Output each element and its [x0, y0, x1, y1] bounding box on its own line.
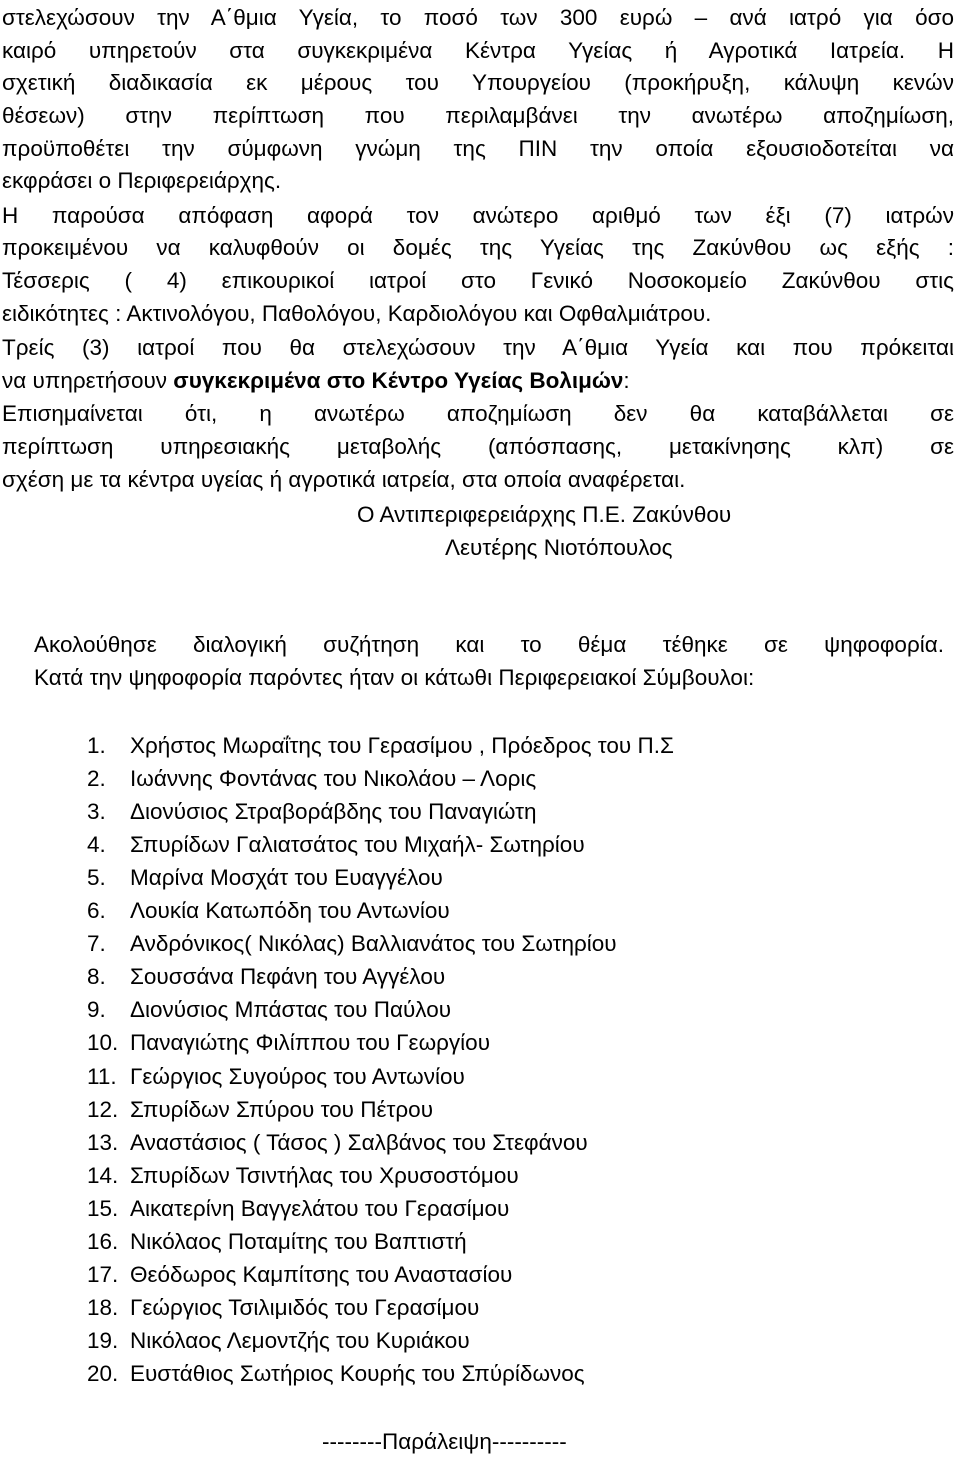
- paragraph-4-line: σχέση με τα κέντρα υγείας ή αγροτικά ιατρεία, στα οποία αναφέρεται.: [2, 467, 686, 492]
- paragraph-1-line: στελεχώσουν την Α΄θμια Υγεία, το ποσό των 300 ευρώ – ανά ιατρό για όσο: [2, 5, 954, 30]
- paragraph-2-line: προκειμένου να καλυφθούν οι δομές της Υγείας της Ζακύνθου ως εξής :: [2, 235, 954, 260]
- councillor-name: Σπυρίδων Σπύρου του Πέτρου: [130, 1096, 434, 1122]
- discussion-line-2: Κατά την ψηφοφορία παρόντες ήταν οι κάτωθι Περιφερειακοί Σύμβουλοι:: [34, 665, 755, 690]
- paragraph-1-line: σχετική διαδικασία εκ μέρους του Υπουργείου (προκήρυξη, κάλυψη κενών: [2, 70, 954, 95]
- councillor-number: 12.: [87, 1096, 119, 1122]
- councillor-number: 5.: [87, 865, 106, 891]
- councillor-name: Γεώργιος Συγούρος του Αντωνίου: [130, 1063, 465, 1089]
- councillor-number: 11.: [87, 1063, 117, 1089]
- paragraph-2-line: Τέσσερις ( 4) επικουρικοί ιατροί στο Γενικό Νοσοκομείο Ζακύνθου στις: [2, 268, 954, 293]
- councillor-name: Διονύσιος Στραβοράβδης του Παναγιώτη: [130, 799, 537, 825]
- paragraph-4-line: περίπτωση υπηρεσιακής μεταβολής (απόσπασης, μετακίνησης κλπ) σε: [2, 434, 954, 459]
- paragraph-1-line: καιρό υπηρετούν στα συγκεκριμένα Κέντρα Υγείας ή Αγροτικά Ιατρεία. Η: [2, 38, 954, 63]
- signature-name: Λευτέρης Νιοτόπουλος: [445, 535, 673, 560]
- councillor-name: Ανδρόνικος( Νικόλας) Βαλλιανάτος του Σωτηρίου: [130, 931, 617, 957]
- paragraph-2-line: Η παρούσα απόφαση αφορά τον ανώτερο αριθμό των έξι (7) ιατρών: [2, 203, 954, 228]
- councillor-name: Σουσσάνα Πεφάνη του Αγγέλου: [130, 964, 446, 990]
- councillor-number: 6.: [87, 898, 106, 924]
- councillor-name: Θεόδωρος Καμπίτσης του Αναστασίου: [130, 1261, 513, 1287]
- paragraph-2-line: ειδικότητες : Ακτινολόγου, Παθολόγου, Καρδιολόγου και Οφθαλμιάτρου.: [2, 301, 712, 326]
- paragraph-1-line: θέσεων) στην περίπτωση που περιλαμβάνει την ανωτέρω αποζημίωση,: [2, 103, 954, 128]
- councillor-number: 14.: [87, 1162, 119, 1188]
- councillor-name: Αικατερίνη Βαγγελάτου του Γερασίμου: [130, 1195, 510, 1221]
- paragraph-3-line: Τρείς (3) ιατροί που θα στελεχώσουν την Α΄θμια Υγεία και που πρόκειται: [2, 335, 954, 360]
- councillor-number: 10.: [87, 1030, 119, 1056]
- councillor-number: 15.: [87, 1195, 119, 1221]
- councillor-name: Λουκία Κατωπόδη του Αντωνίου: [130, 898, 450, 924]
- paragraph-4-line: Επισημαίνεται ότι, η ανωτέρω αποζημίωση δεν θα καταβάλλεται σε: [2, 401, 954, 426]
- councillor-name: Διονύσιος Μπάστας του Παύλου: [130, 997, 452, 1023]
- councillor-name: Σπυρίδων Τσιντήλας του Χρυσοστόμου: [130, 1162, 519, 1188]
- councillor-name: Γεώργιος Τσιλιμιδός του Γερασίμου: [130, 1294, 480, 1320]
- paragraph-1-line: προϋποθέτει την σύμφωνη γνώμη της ΠΙΝ την οποία εξουσιοδοτείται να: [2, 136, 954, 161]
- councillor-number: 16.: [87, 1228, 119, 1254]
- discussion-line-1: Ακολούθησε διαλογική συζήτηση και το θέμα τέθηκε σε ψηφοφορία.: [34, 632, 944, 657]
- councillor-name: Ιωάννης Φοντάνας του Νικολάου – Λορις: [130, 766, 537, 792]
- councillor-name: Νικόλαος Ποταμίτης του Βαπτιστή: [130, 1228, 467, 1254]
- councillor-number: 3.: [87, 799, 106, 825]
- councillor-name: Ευστάθιος Σωτήριος Κουρής του Σπύρίδωνος: [130, 1360, 585, 1386]
- councillor-name: Αναστάσιος ( Τάσος ) Σαλβάνος του Στεφάνου: [130, 1129, 588, 1155]
- councillor-number: 13.: [87, 1129, 119, 1155]
- councillor-name: Χρήστος Μωραΐτης του Γερασίμου , Πρόεδρος του Π.Σ: [130, 733, 674, 758]
- signature-title: Ο Αντιπεριφερειάρχης Π.Ε. Ζακύνθου: [357, 502, 732, 527]
- councillor-number: 19.: [87, 1327, 119, 1353]
- councillor-number: 4.: [87, 832, 106, 858]
- councillor-number: 8.: [87, 964, 106, 990]
- paragraph-1-line: εκφράσει ο Περιφερειάρχης.: [2, 168, 282, 193]
- councillor-name: Νικόλαος Λεμοντζής του Κυριάκου: [130, 1327, 470, 1353]
- councillor-number: 17.: [87, 1261, 119, 1287]
- councillor-number: 18.: [87, 1294, 119, 1320]
- omission-marker: --------Παράλειψη----------: [322, 1429, 567, 1454]
- councillor-number: 9.: [87, 997, 106, 1023]
- paragraph-3-line: [2, 364, 630, 397]
- paragraph-3-suffix: :: [623, 368, 630, 393]
- paragraph-3-prefix: να υπηρετήσουν: [2, 368, 174, 393]
- councillor-number: 20.: [87, 1360, 119, 1386]
- councillor-name: Παναγιώτης Φιλίππου του Γεωργίου: [130, 1030, 490, 1056]
- paragraph-3-bold-location: συγκεκριμένα στο Κέντρο Υγείας Βολιμών: [173, 368, 624, 393]
- councillor-number: 2.: [87, 766, 106, 792]
- councillor-name: Σπυρίδων Γαλιατσάτος του Μιχαήλ- Σωτηρίου: [130, 832, 585, 858]
- councillor-name: Μαρίνα Μοσχάτ του Ευαγγέλου: [130, 865, 443, 891]
- councillor-number: 1.: [87, 733, 106, 758]
- councillor-number: 7.: [87, 931, 106, 957]
